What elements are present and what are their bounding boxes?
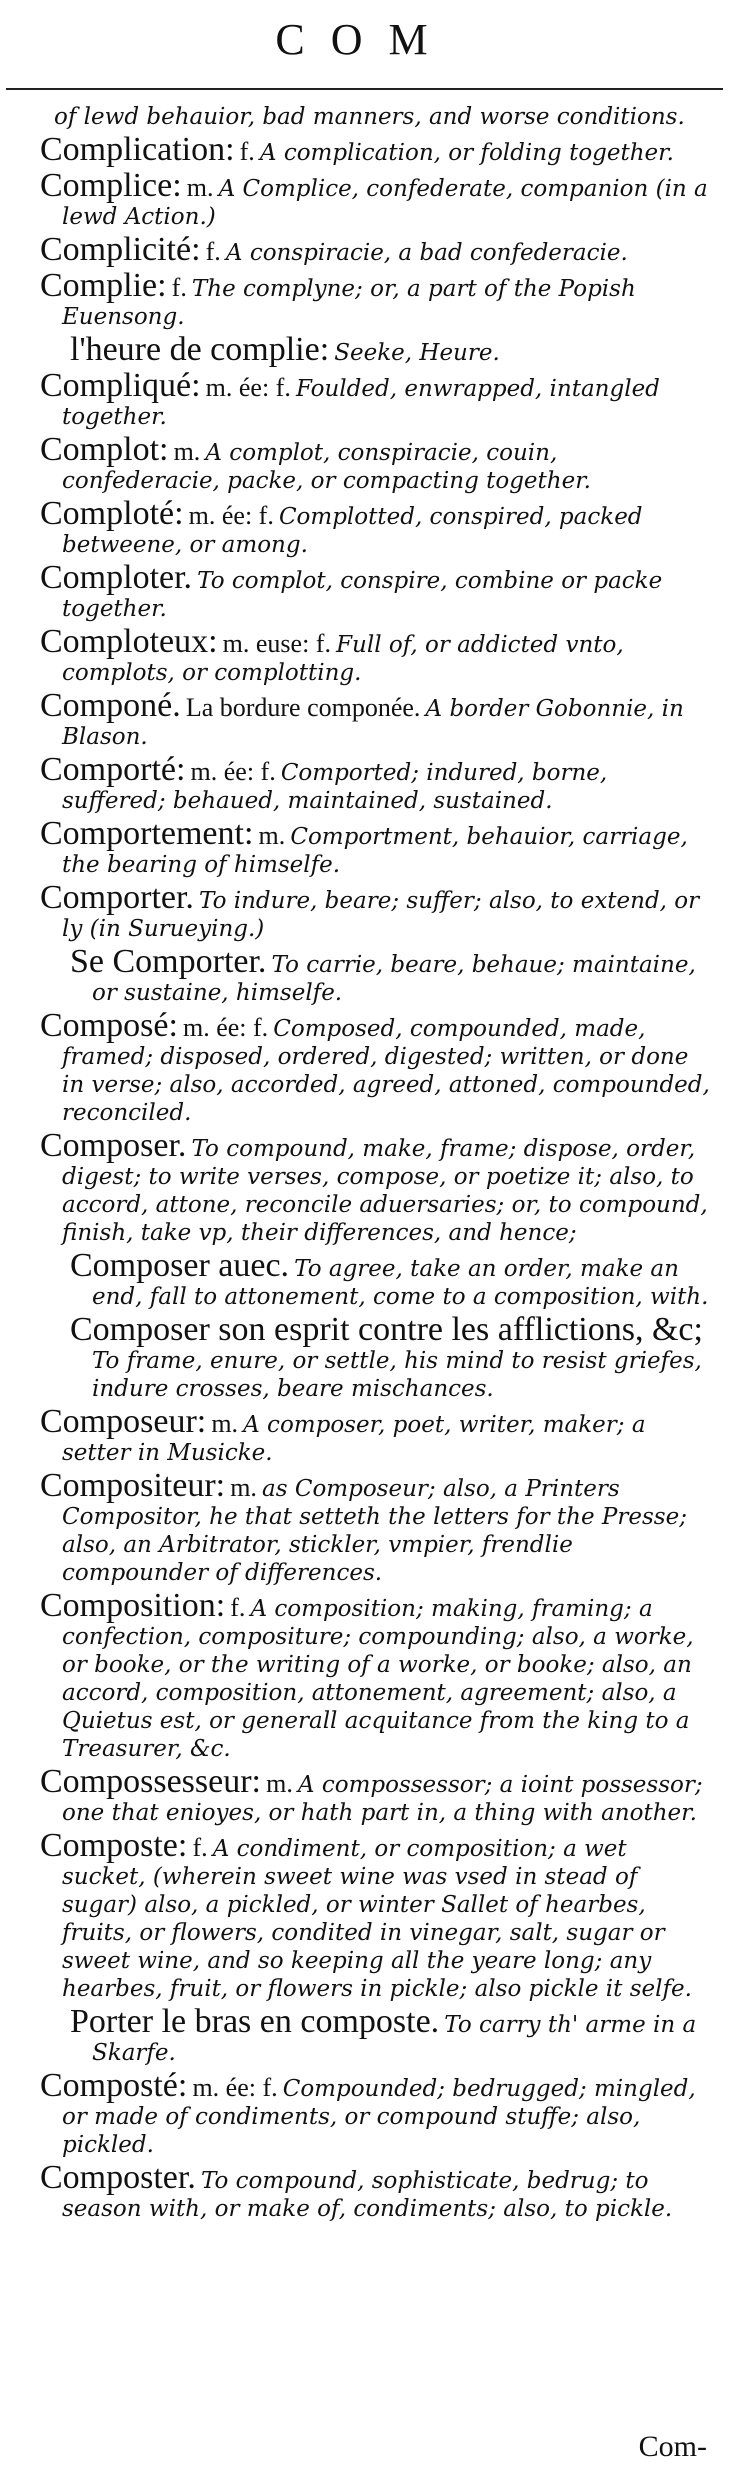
dictionary-entry <box>0 1007 729 1128</box>
entry-headword: Composé: <box>40 1007 178 1044</box>
dictionary-entry <box>0 431 729 496</box>
entry-grammar: m. ée: f. <box>192 2073 278 2102</box>
entry-definition: A compossessor; a ioint possessor; one that enioyes, or hath part in, a thing with another. <box>62 1772 703 1826</box>
dictionary-entry <box>0 623 729 688</box>
entry-headword: Composté: <box>40 2067 188 2104</box>
entry-grammar: f. <box>205 237 221 266</box>
entry-headword: Compliqué: <box>40 367 201 404</box>
entry-headword: Composeur: <box>40 1403 207 1440</box>
entry-definition: Comported; indured, borne, suffered; behaued, maintained, sustained. <box>62 760 608 814</box>
entry-definition: To compound, sophisticate, bedrug; to season with, or make of, condiments; also, to pickle. <box>62 2168 673 2222</box>
header-rule <box>6 88 723 90</box>
entry-headword: Se Comporter. <box>70 943 267 980</box>
entry-grammar: m. <box>258 821 286 850</box>
dictionary-entry <box>0 2003 729 2068</box>
entry-grammar: f. <box>171 273 187 302</box>
entry-headword: Porter le bras en composte. <box>70 2003 440 2040</box>
entry-grammar: m. euse: f. <box>222 629 331 658</box>
dictionary-entry <box>0 367 729 432</box>
entry-definition: Complotted, conspired, packed betweene, or among. <box>62 504 643 558</box>
entry-definition: Seeke, Heure. <box>334 340 500 366</box>
entry-headword: Compositeur: <box>40 1467 226 1504</box>
entry-grammar: f. <box>239 137 255 166</box>
entry-headword: Composition: <box>40 1587 226 1624</box>
entry-definition: A composer, poet, writer, maker; a setter in Musicke. <box>62 1412 646 1466</box>
entry-headword: Composter. <box>40 2159 196 2196</box>
entry-headword: Comporter. <box>40 879 194 916</box>
entry-definition: To frame, enure, or settle, his mind to resist griefes, indure crosses, beare mischances. <box>92 1348 702 1402</box>
entry-definition: To complot, conspire, combine or packe together. <box>62 568 663 622</box>
entry-headword: Comploter. <box>40 559 193 596</box>
entry-definition: of lewd behauior, bad manners, and worse conditions. <box>54 104 685 130</box>
entry-definition: A border Gobonnie, in Blason. <box>62 696 684 750</box>
entry-headword: Comportement: <box>40 815 254 852</box>
entry-grammar: La bordure componée. <box>185 693 421 722</box>
dictionary-entry <box>0 943 729 1008</box>
entry-headword: Comporté: <box>40 751 186 788</box>
entry-headword: Composer auec. <box>70 1247 290 1284</box>
entry-headword: Comploté: <box>40 495 184 532</box>
entry-headword: l'heure de complie: <box>70 331 330 368</box>
entry-headword: Compossesseur: <box>40 1763 261 1800</box>
entry-headword: Complot: <box>40 431 169 468</box>
dictionary-entry <box>0 1403 729 1468</box>
dictionary-entry <box>0 559 729 624</box>
dictionary-entry <box>0 1127 729 1248</box>
entry-grammar: m. ée: f. <box>183 1013 269 1042</box>
entry-grammar: m. <box>266 1769 293 1798</box>
entry-grammar: f. <box>192 1833 208 1862</box>
dictionary-entry <box>0 2159 729 2224</box>
entry-grammar: m. ée: f. <box>205 373 291 402</box>
dictionary-entry <box>0 1827 729 2004</box>
entry-headword: Complication: <box>40 131 235 168</box>
entry-grammar: m. <box>186 173 214 202</box>
dictionary-entry <box>0 331 729 368</box>
running-head: COM <box>275 15 454 64</box>
dictionary-entry <box>0 104 729 132</box>
entry-list <box>0 104 729 2228</box>
entry-headword: Composer. <box>40 1127 187 1164</box>
entry-definition: To compound, make, frame; dispose, order, digest; to write verses, compose, or poetize it; also, to accord, attone, reconcile aduersaries; or, to compound, finish, take vp, their differences, and hence; <box>62 1136 708 1246</box>
dictionary-entry <box>0 2067 729 2160</box>
catchword: Com- <box>638 2430 707 2463</box>
entry-definition: The complyne; or, a part of the Popish Euensong. <box>62 276 636 330</box>
entry-definition: To indure, beare; suffer; also, to extend, or ly (in Surueying.) <box>62 888 700 942</box>
dictionary-entry <box>0 167 729 232</box>
dictionary-entry <box>0 495 729 560</box>
entry-headword: Componé. <box>40 687 181 724</box>
entry-grammar: f. <box>230 1593 246 1622</box>
entry-definition: Foulded, enwrapped, intangled together. <box>62 376 660 430</box>
dictionary-entry <box>0 1247 729 1312</box>
entry-grammar: m. <box>211 1409 239 1438</box>
entry-grammar: m. <box>230 1473 257 1502</box>
entry-headword: Composer son esprit contre les afflictions, &c; <box>70 1311 703 1348</box>
dictionary-entry <box>0 1587 729 1764</box>
entry-definition: A composition; making, framing; a confection, compositure; compounding; also, a worke, or booke, or the writing of a worke, or booke; also, an accord, composition, attonement, agreement; also, a Quietus est, or generall acquitance from the king to a Treasurer, &c. <box>62 1596 694 1762</box>
entry-grammar: m. ée: f. <box>190 757 276 786</box>
entry-definition: A condiment, or composition; a wet sucket, (wherein sweet wine was vsed in stead of sugar) also, a pickled, or winter Sallet of hearbes, fruits, or flowers, condited in vinegar, salt, sugar or sweet wine, and so keeping all the yeare long; any hearbes, fruit, or flowers in pickle; also pickle it selfe. <box>62 1836 692 2002</box>
entry-headword: Comploteux: <box>40 623 218 660</box>
dictionary-entry <box>0 879 729 944</box>
entry-headword: Complie: <box>40 267 167 304</box>
entry-definition: A Complice, confederate, companion (in a lewd Action.) <box>62 176 708 230</box>
entry-definition: as Composeur; also, a Printers Compositor, he that setteth the letters for the Presse; also, an Arbitrator, stickler, vmpier, frendlie compounder of differences. <box>62 1476 687 1586</box>
entry-definition: A complication, or folding together. <box>259 140 674 166</box>
dictionary-entry <box>0 131 729 168</box>
entry-definition: Composed, compounded, made, framed; disposed, ordered, digested; written, or done in verse; also, accorded, agreed, attoned, compounded, reconciled. <box>62 1016 710 1126</box>
entry-grammar: m. <box>173 437 201 466</box>
entry-definition: Comportment, behauior, carriage, the bearing of himselfe. <box>62 824 688 878</box>
entry-definition: To agree, take an order, make an end, fall to attonement, come to a composition, with. <box>92 1256 709 1310</box>
entry-headword: Complice: <box>40 167 182 204</box>
entry-headword: Complicité: <box>40 231 201 268</box>
entry-definition: A conspiracie, a bad confederacie. <box>225 240 628 266</box>
entry-grammar: m. ée: f. <box>188 501 274 530</box>
entry-headword: Composte: <box>40 1827 188 1864</box>
entry-definition: To carrie, beare, behaue; maintaine, or sustaine, himselfe. <box>92 952 696 1006</box>
entry-definition: Full of, or addicted vnto, complots, or complotting. <box>62 632 624 686</box>
dictionary-entry <box>0 751 729 816</box>
dictionary-entry <box>0 687 729 752</box>
entry-definition: To carry th' arme in a Skarfe. <box>92 2012 697 2066</box>
dictionary-entry <box>0 1763 729 1828</box>
entry-definition: Compounded; bedrugged; mingled, or made of condiments, or compound stuffe; also, pickled. <box>62 2076 696 2158</box>
dictionary-entry <box>0 815 729 880</box>
entry-definition: A complot, conspiracie, couin, confederacie, packe, or compacting together. <box>62 440 591 494</box>
dictionary-entry <box>0 231 729 268</box>
dictionary-entry <box>0 1467 729 1588</box>
dictionary-entry <box>0 267 729 332</box>
dictionary-entry <box>0 1311 729 1404</box>
